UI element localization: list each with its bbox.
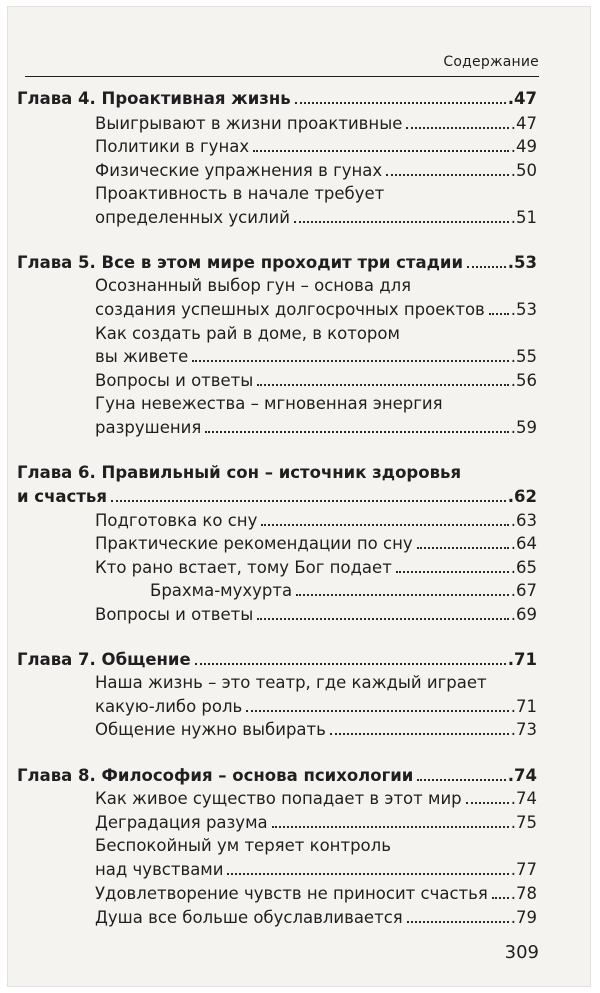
toc-entry-title: какую-либо роль: [95, 697, 243, 716]
toc-entry-title: над чувствами: [95, 860, 224, 879]
toc-entry-title: и счастья: [17, 487, 107, 506]
toc-entry-title: Беспокойный ум теряет контроль: [95, 836, 391, 855]
toc-entry-page: .53: [507, 253, 537, 272]
toc-entry-page: .55: [510, 347, 537, 366]
dot-leader: [195, 663, 506, 665]
toc-section-line: [95, 784, 537, 809]
toc-section-line: [95, 855, 537, 880]
toc-entry-title: Брахма-мухурта: [150, 581, 293, 600]
running-title: Содержание: [443, 54, 539, 70]
toc-entry-title: Осознанный выбор гун – основа для: [95, 276, 412, 295]
toc-entry-title: Деградация разума: [95, 813, 268, 832]
toc-entry-page: .69: [510, 605, 537, 624]
toc-section-line: [150, 576, 537, 601]
toc-section-line: [95, 879, 537, 904]
toc-section-line: [95, 109, 537, 134]
dot-leader: [294, 221, 509, 223]
toc-entry-page: .56: [510, 371, 537, 390]
toc-entry-title: разрушения: [95, 418, 202, 437]
toc-section-line: [95, 295, 537, 320]
toc-entry-title: создания успешных долгосрочных проектов: [95, 300, 485, 319]
toc-entry-title: Политики в гунах: [95, 137, 250, 156]
toc-section-line: [95, 692, 537, 717]
dot-leader: [192, 360, 509, 362]
dot-leader: [466, 802, 509, 804]
toc-section-line: [95, 156, 537, 181]
book-page: [7, 6, 591, 987]
toc-section-line: [95, 366, 537, 391]
toc-entry-title: Удовлетворение чувств не приносит счастья: [95, 884, 488, 903]
toc-entry-page: .50: [510, 161, 537, 180]
toc-entry-title: Физические упражнения в гунах: [95, 161, 383, 180]
toc-section-line: [95, 271, 537, 296]
dot-leader: [492, 897, 509, 899]
toc-entry-title: Наша жизнь – это театр, где каждый играет: [95, 673, 487, 692]
toc-entry-title: Гуна невежества – мгновенная энергия: [95, 394, 443, 413]
toc-section-line: [95, 600, 537, 625]
dot-leader: [257, 384, 508, 386]
toc-chapter-line: [17, 458, 537, 483]
toc-chapter-line: [17, 84, 537, 109]
table-of-contents: [7, 6, 591, 987]
toc-entry-title: Глава 7. Общение: [17, 650, 191, 669]
toc-section-line: [95, 668, 537, 693]
toc-section-line: [95, 808, 537, 833]
dot-leader: [396, 571, 509, 573]
toc-entry-page: .78: [510, 884, 537, 903]
toc-section-line: [95, 715, 537, 740]
toc-entry-page: .74: [510, 789, 537, 808]
toc-entry-page: .74: [507, 766, 537, 785]
dot-leader: [205, 431, 508, 433]
dot-leader: [467, 266, 506, 268]
toc-entry-page: .59: [510, 418, 537, 437]
dot-leader: [246, 710, 508, 712]
dot-leader: [296, 594, 509, 596]
toc-chapter-line: [17, 645, 537, 670]
toc-section-line: [95, 903, 537, 928]
page-number: 309: [504, 942, 539, 963]
toc-entry-title: Вопросы и ответы: [95, 605, 254, 624]
toc-chapter-line: [17, 248, 537, 273]
toc-entry-title: Как живое существо попадает в этот мир: [95, 789, 462, 808]
toc-entry-title: Общение нужно выбирать: [95, 720, 326, 739]
toc-entry-page: .79: [510, 908, 537, 927]
toc-section-line: [95, 831, 537, 856]
toc-section-line: [95, 132, 537, 157]
dot-leader: [111, 500, 506, 502]
toc-entry-title: Глава 6. Правильный сон – источник здоровья: [17, 463, 462, 482]
dot-leader: [253, 150, 509, 152]
toc-section-line: [95, 319, 537, 344]
dot-leader: [261, 524, 508, 526]
dot-leader: [257, 618, 508, 620]
toc-entry-title: Глава 4. Проактивная жизнь: [17, 89, 291, 108]
toc-entry-page: .71: [507, 650, 537, 669]
toc-entry-page: .64: [510, 534, 537, 553]
toc-entry-title: определенных усилий: [95, 208, 290, 227]
toc-entry-page: .71: [510, 697, 537, 716]
dot-leader: [330, 733, 509, 735]
toc-entry-title: Практические рекомендации по сну: [95, 534, 413, 553]
toc-entry-page: .53: [510, 300, 537, 319]
toc-entry-page: .65: [510, 558, 537, 577]
toc-entry-title: Глава 8. Философия – основа психологии: [17, 766, 414, 785]
toc-entry-page: .51: [510, 208, 537, 227]
toc-section-line: [95, 529, 537, 554]
dot-leader: [489, 313, 509, 315]
toc-section-line: [95, 389, 537, 414]
toc-chapter-line: [17, 482, 537, 507]
dot-leader: [406, 127, 508, 129]
dot-leader: [227, 873, 508, 875]
toc-entry-page: .62: [507, 487, 537, 506]
toc-section-line: [95, 553, 537, 578]
toc-entry-page: .77: [510, 860, 537, 879]
toc-section-line: [95, 179, 537, 204]
toc-entry-title: Вопросы и ответы: [95, 371, 254, 390]
toc-section-line: [95, 413, 537, 438]
toc-entry-page: .73: [510, 720, 537, 739]
dot-leader: [272, 826, 509, 828]
toc-entry-title: вы живете: [95, 347, 189, 366]
toc-section-line: [95, 506, 537, 531]
toc-section-line: [95, 203, 537, 228]
toc-entry-page: .75: [510, 813, 537, 832]
toc-entry-title: Проактивность в начале требует: [95, 184, 385, 203]
toc-entry-page: .67: [510, 581, 537, 600]
toc-entry-page: .49: [510, 137, 537, 156]
dot-leader: [417, 547, 509, 549]
dot-leader: [417, 779, 505, 781]
toc-section-line: [95, 342, 537, 367]
toc-entry-title: Душа все больше обуславливается: [95, 908, 403, 927]
toc-entry-title: Глава 5. Все в этом мире проходит три стадии: [17, 253, 464, 272]
dot-leader: [407, 921, 509, 923]
toc-entry-title: Как создать рай в доме, в котором: [95, 324, 400, 343]
toc-entry-page: .47: [510, 114, 537, 133]
dot-leader: [295, 102, 506, 104]
dot-leader: [386, 174, 509, 176]
toc-entry-page: .63: [510, 511, 537, 530]
toc-entry-title: Кто рано встает, тому Бог подает: [95, 558, 392, 577]
toc-entry-title: Подготовка ко сну: [95, 511, 258, 530]
toc-entry-page: .47: [507, 89, 537, 108]
toc-entry-title: Выигрывают в жизни проактивные: [95, 114, 403, 133]
toc-chapter-line: [17, 761, 537, 786]
